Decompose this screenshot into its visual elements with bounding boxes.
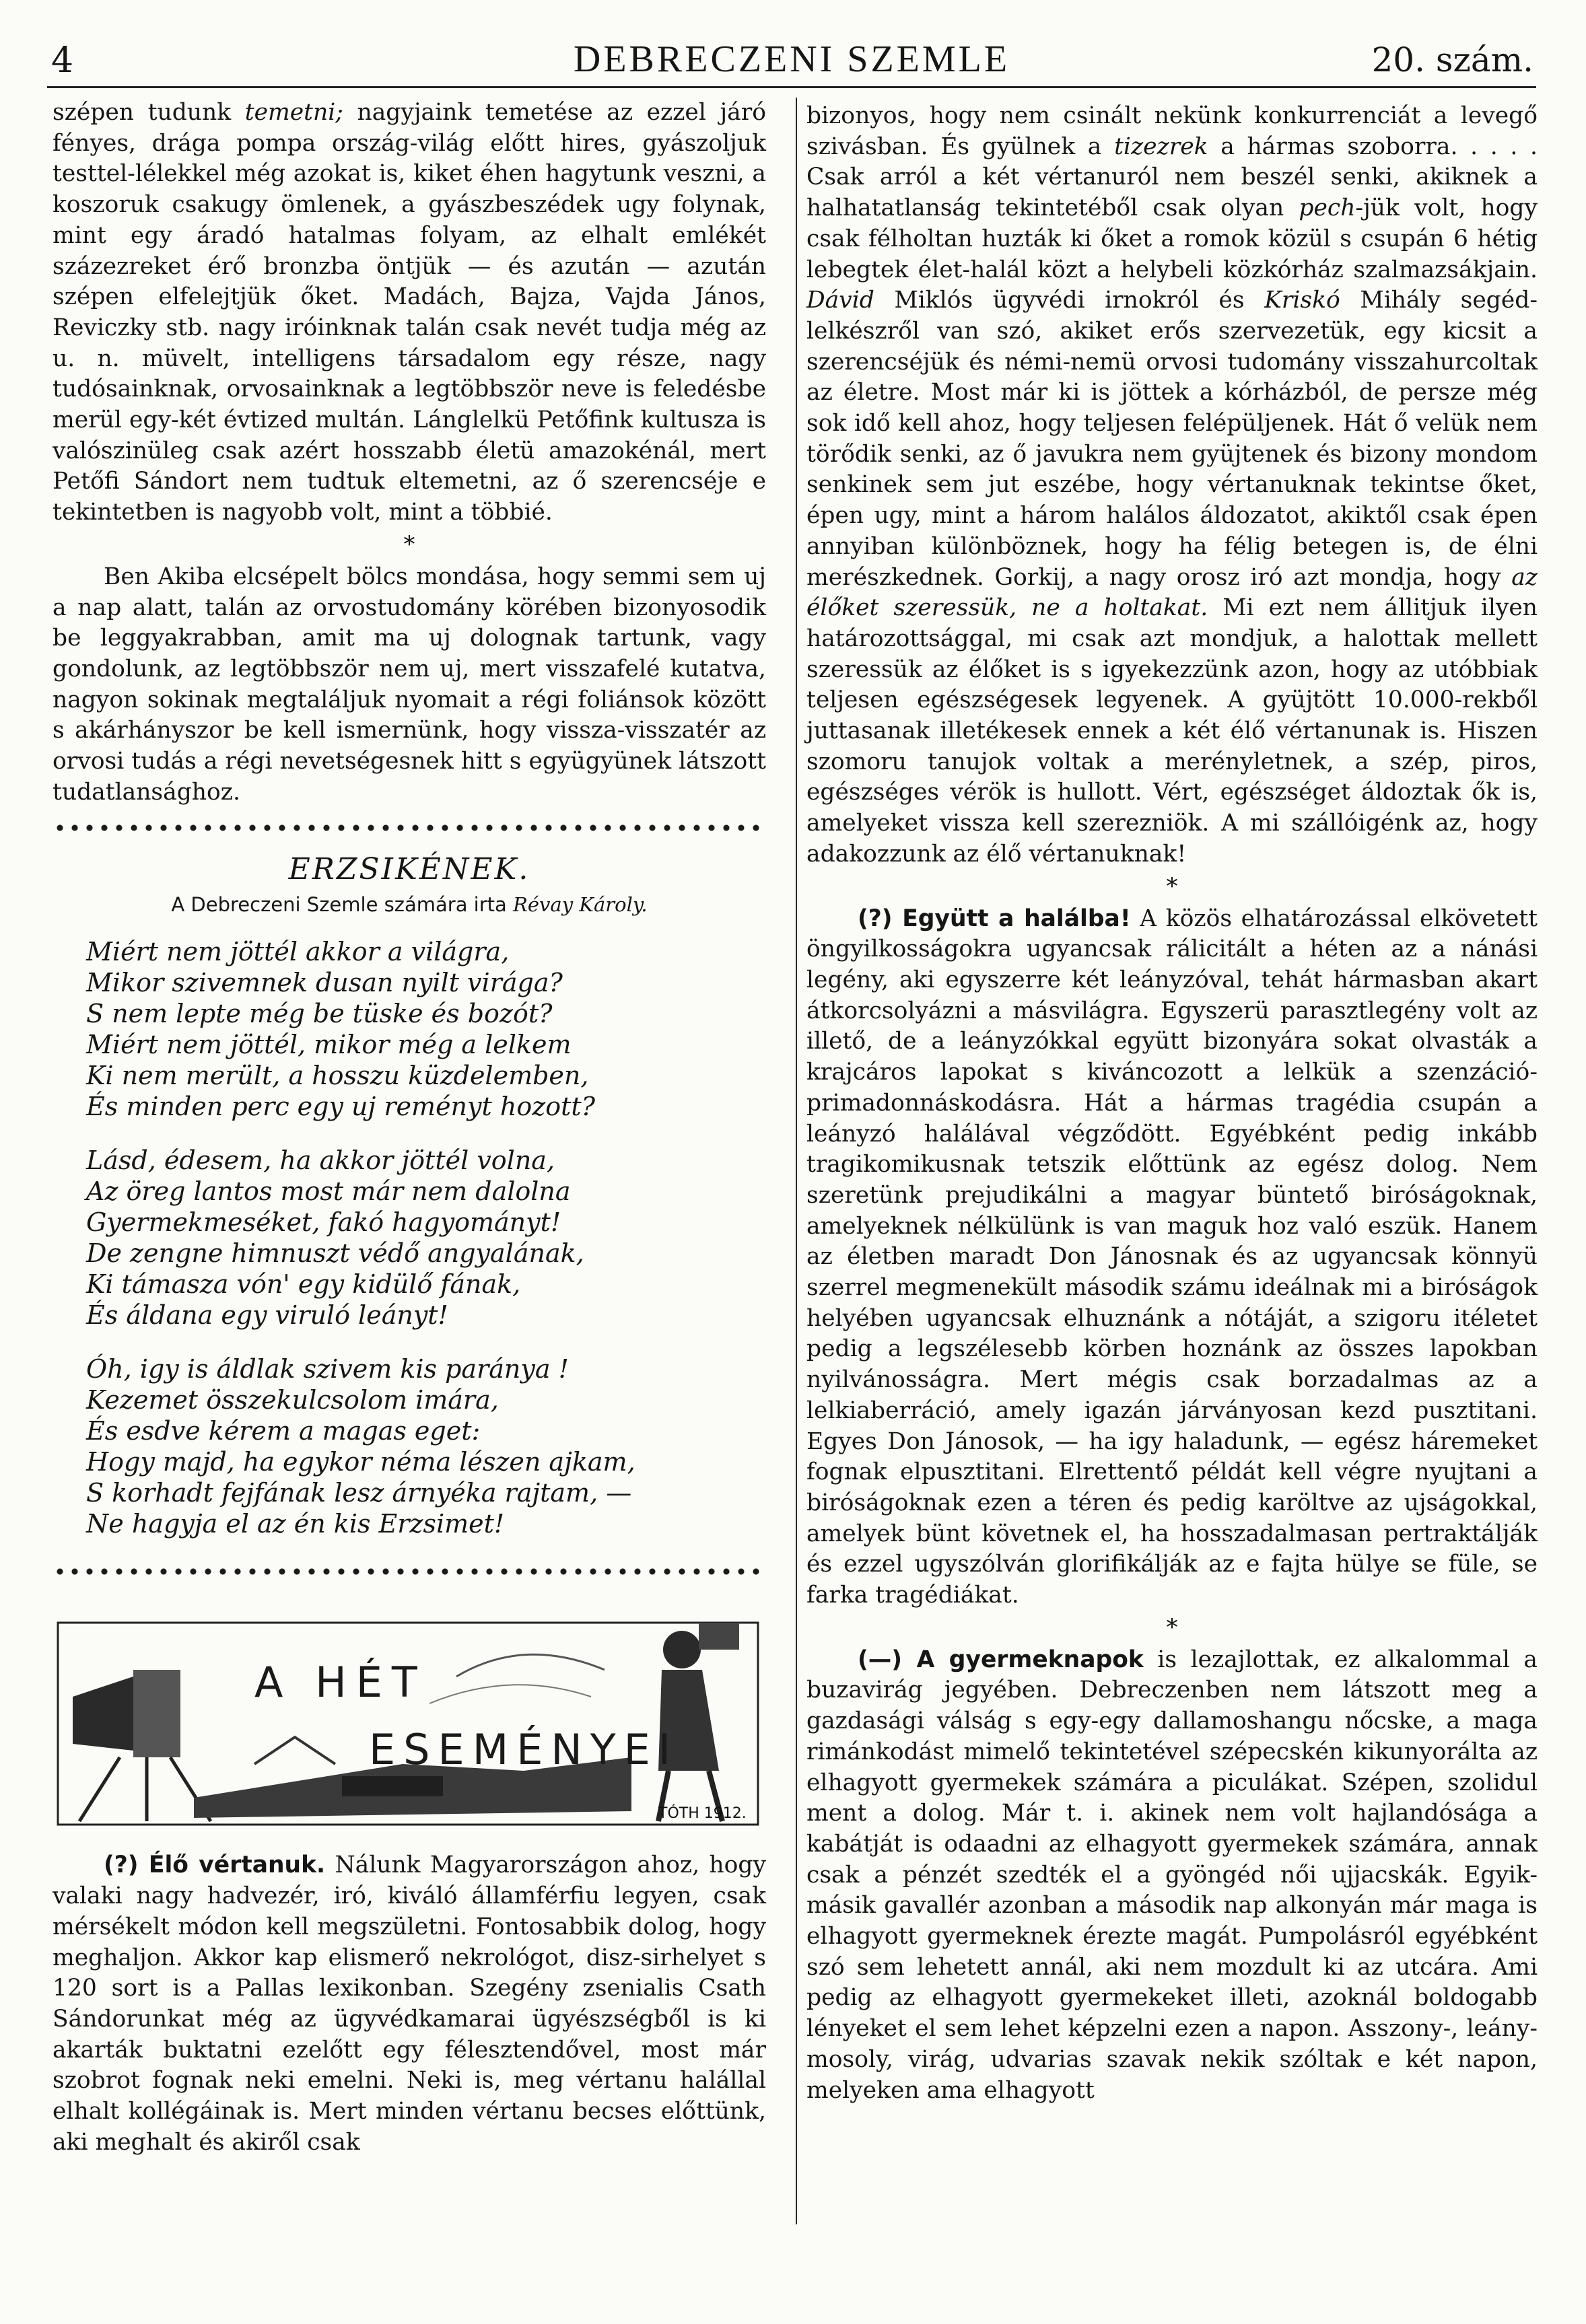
page-header (47, 28, 1536, 82)
poem-line: Gyermekmeséket, fakó hagyományt! (86, 1207, 561, 1238)
poem-line: Az öreg lantos most már nem dalolna (86, 1176, 571, 1207)
illustration-title-line-1: A HÉT (254, 1658, 427, 1707)
text-run: Mi ezt nem állitjuk ilyen határozottsággal, mi csak azt mondjuk, a halottak mellett szeressük az élőket is s igyekezzünk azon, hogy az utóbbiak teljesen egészségesek legyenek. A gyüjtött 10.000-rekből juttasanak illetékesek ennek a két élő vértanunak is. Hiszen szomoru tanujok voltak a merényletnek, a szép, piros, egészséges vérök is hullott. Vért, egészséget áldoztak ők is, amelyeket vissza kell szerezniök. A mi szállóigénk az, hogy adakozzunk az élő vértanuknak! (806, 594, 1538, 868)
emphasis-run: tizezrek (1114, 133, 1208, 160)
text-run: szépen tudunk (53, 99, 245, 126)
text-run: bizonyos, hogy nem csinált nekünk konkurrenciát a levegő szivásban. És gyülnek a (806, 102, 1538, 160)
poem-line: Kezemet összekulcsolom imára, (86, 1385, 499, 1415)
poem-line: De zengne himnuszt védő angyalának, (86, 1238, 584, 1269)
left-column (53, 98, 766, 2158)
ornamental-rule (53, 1562, 766, 1581)
article-continuation-paragraph (53, 98, 766, 528)
right-column (806, 101, 1538, 2106)
poem-stanza (86, 1353, 766, 1539)
section-heading-illustration (53, 1596, 766, 1838)
issue-number: 20. szám. (1371, 40, 1533, 79)
ben-akiba-paragraph: Ben Akiba elcsépelt bölcs mondása, hogy semmi sem uj a nap alatt, talán az orvostudomány körében bizonyosodik be leggyakrabban, amit ma uj dolognak tartunk, vagy gondolunk, az legtöbbször nem uj, mert visszafelé kutatva, nagyon sokinak megtaláljuk nyomait a régi foliánsok között s akárhányszor be kell ismernünk, hogy vissza-visszatér az orvosi tudás a régi nevetségesnek hitt s együgyünek látszott tudatlansághoz. (53, 563, 766, 806)
article-lead: (?) Élő vértanuk. (104, 1852, 326, 1879)
poem-line: Miért nem jöttél akkor a világra, (86, 937, 510, 967)
poem-line: Ne hagyja el az én kis Erzsimet! (86, 1509, 505, 1539)
gyermeknapok-paragraph (806, 1645, 1538, 2107)
photographer-figure (658, 1623, 739, 1821)
poem-line: S nem lepte még be tüske és bozót? (86, 999, 553, 1029)
poem-byline (53, 893, 766, 916)
section-separator-star: * (1166, 872, 1178, 900)
poem-stanza (86, 936, 766, 1122)
poem-line: Hogy majd, ha egykor néma lészen ajkam, (86, 1447, 635, 1477)
poem-line: Mikor szivemnek dusan nyilt virága? (86, 968, 563, 998)
poem-line: S korhadt fejfának lesz árnyéka rajtam, — (86, 1478, 632, 1508)
illustration-signature: TÓTH 1912. (658, 1805, 747, 1823)
journal-title: DEBRECZENI SZEMLE (573, 38, 1010, 80)
poem-line: Ki támasza vón' egy kidülő fának, (86, 1269, 521, 1300)
illustration-title-line-2: ESEMÉNYEI (369, 1725, 679, 1775)
poem-line: Óh, igy is áldlak szivem kis paránya ! (86, 1354, 569, 1384)
article-lead: (?) Együtt a halálba! (858, 905, 1131, 932)
camera-icon (73, 1670, 211, 1821)
emphasis-run: az élőket szeressük, ne a holtakat. (806, 563, 1538, 622)
text-run: is lezajlottak, ez alkalommal a buzavirág jegyében. Debreczenben nem látszott meg a gazdasági válság s egy-egy dallamoshangu nőcske, a maga rimánkodást mimelő tekintetével szépecskén kikunyorálta az elhagyott gyermekek számára a piculákat. Szépen, szolidul ment a dolog. Már t. i. akinek nem volt hajlandósága a kabátját is odaadni az elhagyott gyermekek számára, annak csak a pénzét szedték el a gyöngéd női ujjacskák. Egyik-másik gavallér azonban a második nap alkonyán már maga is elhagyott gyermeknek érezte magát. Pumpolásról egyébként szó sem lehetett annál, aki nem mozdult ki az utcára. Ami pedig az elhagyott gyermekeket illeti, azoknál boldogabb lényeket el sem lehet képzelni ezen a napon. Asszony-, leány-mosoly, virág, udvarias szavak nekik szóltak e két napon, melyeken ama elhagyott (806, 1646, 1538, 2104)
section-separator-star: * (403, 530, 415, 558)
illustration-drawing (53, 1596, 766, 1838)
text-run: Miklós ügyvédi irnokról és (874, 287, 1265, 314)
emphasis-run: temetni; (244, 99, 343, 126)
elo-vertanuk-paragraph (53, 1850, 766, 2158)
poem-line: Miért nem jöttél, mikor még a lelkem (86, 1030, 572, 1060)
article-lead: (—) A gyermeknapok (858, 1646, 1144, 1673)
poem-line: Lásd, édesem, ha akkor jöttél volna, (86, 1146, 555, 1176)
poem-line: És minden perc egy uj reményt hozott? (86, 1092, 596, 1122)
text-run: Mihály segéd-lelkészről van szó, akiket erős szervezetük, egy kicsit a szerencséjük és némi-nemü orvosi tudomány visszahurcoltak az életre. Most már ki is jöttek a kórházból, de persze még sok idő kell ahoz, hogy teljesen felépüljenek. Hát ő velük nem törődik senki, az ő javukra nem gyüjtenek és bizony mondom senkinek sem jut eszébe, hogy vértanuknak tekintse őket, épen ugy, mint a három halálos áldozatot, akiktől csak épen annyiban különböznek, hogy ha félig betegen is, de élni merészkednek. Gorkij, a nagy orosz iró azt mondja, hogy (806, 287, 1538, 591)
emphasis-run: pech (1299, 195, 1356, 222)
text-run: -jük volt, hogy csak félholtan huzták ki őket a romok közül s csupán 6 hétig lebegtek élet-halál közt a helybeli közkórház szalmazsákjain. (806, 195, 1538, 283)
poem-author: Révay Károly. (513, 893, 648, 917)
emphasis-run: Kriskó (1264, 287, 1340, 314)
emphasis-run: Dávid (806, 287, 874, 314)
page-number: 4 (51, 40, 74, 81)
text-run: a hármas szoborra. . . . . Csak arról a két vértanuról nem beszél senki, akiknek a halhatatlanság tekintetéből csak olyan (806, 133, 1538, 222)
poem-line: És áldana egy viruló leányt! (86, 1300, 448, 1331)
vertanuk-continuation-paragraph (806, 101, 1538, 870)
text-run: Nálunk Magyarországon ahoz, hogy valaki nagy hadvezér, iró, kiváló államférfiu legyen, csak mérsékelt módon kell megszületni. Fontosabbik dolog, hogy meghaljon. Akkor kap elismerő nekrológot, disz-sirhelyet s 120 sort is a Pallas lexikonban. Szegény zsenialis Csath Sándorunkat még az ügyvédkamarai ügyészségből is ki akarták buktatni ezelőtt egy félesztendővel, most már szobrot fognak neki emelni. Neki is, meg vértanu halállal elhalt kollégáinak is. Mert minden vértanu becses előttünk, aki meghalt és akiről csak (53, 1852, 767, 2156)
header-rule (47, 86, 1536, 88)
ornamental-rule (53, 818, 766, 837)
text-run: nagyjaink temetése az ezzel járó fényes, drága pompa ország-világ előtt hires, gyászoljuk testtel-lélekkel még azokat is, kiket éhen hagytunk veszni, a koszoruk csakugy ömlenek, a gyászbeszédek ugy folynak, mint egy áradó hatalmas folyam, az elhalt emlékét százezreket érő bronzba öntjük — és azután — azután szépen elfelejtjük őket. Madách, Bajza, Vajda János, Reviczky stb. nagy iróinknak talán csak nevét tudja még az u. n. müvelt, intelligens társadalom egy része, nagy tudósainknak, orvosainknak a legtöbbször neve is feledésbe merül egy-két évtized multán. Lánglelkü Petőfink kultusza is valószinüleg csak azért hosszabb életü amazokénál, mert Petőfi Sándort nem tudtuk eltemetni, az ő szerencséje e tekintetben is nagyobb volt, mint a többié. (53, 99, 766, 526)
poem-line: És esdve kérem a magas eget: (86, 1416, 481, 1446)
poem-title: ERZSIKÉNEK. (288, 852, 530, 887)
byline-prefix: A Debreczeni Szemle számára irta (171, 893, 514, 917)
text-run: A közös elhatározással elkövetett öngyilkosságokra ugyancsak rálicitált a héten az a nánási legény, aki egyszerre két leányzóval, tehát hármasban akart átkorcsolyázni a másvilágra. Egyszerü parasztlegény volt az illető, de a leányzókkal együtt bizonyára sokat olvasták a krajcáros lapokat s kiváncozott a lelkük a szenzáció-primadonnáskodásra. Hát a hármas tragédia csupán a leányzó halálával végződött. Egyébként pedig inkább tragikomikusnak tetszik előttünk az egész dolog. Nem szeretünk prejudikálni a magyar büntető biróságoknak, amelyeknek nélkülünk is van maguk hoz való eszük. Hanem az életben maradt Don Jánosnak és az ugyancsak könnyü szerrel megmenekült második számu ideálnak mi a biróságok helyében ugyancsak elhuznánk a nótáját, a szigoru itéletet pedig a legszélesebb körben hoznánk az összes lapokban nyilvánosságra. Mert mégis csak borzadalmas az a lelkiaberráció, amely igazán járványosan kezd pusztitani. Egyes Don Jánosok, — ha igy haladunk, — egész háremeket fognak elpusztitani. Elrettentő példát kell végre nyujtani a biróságoknak ezen a téren és pedig karöltve az ujságokkal, amelyek bünt követnek el, ha hosszadalmasan pertraktálják és ezzel ugyszólván glorifikálják az e fajta hülye se füle, se farka tragédiákat. (806, 905, 1538, 1609)
egyutt-a-halalba-paragraph (806, 904, 1538, 1611)
column-divider (796, 98, 797, 2224)
poem-line: Ki nem merült, a hosszu küzdelemben, (86, 1061, 589, 1091)
poem (53, 852, 766, 1539)
poem-stanza (86, 1145, 766, 1331)
section-separator-star: * (1166, 1613, 1178, 1641)
